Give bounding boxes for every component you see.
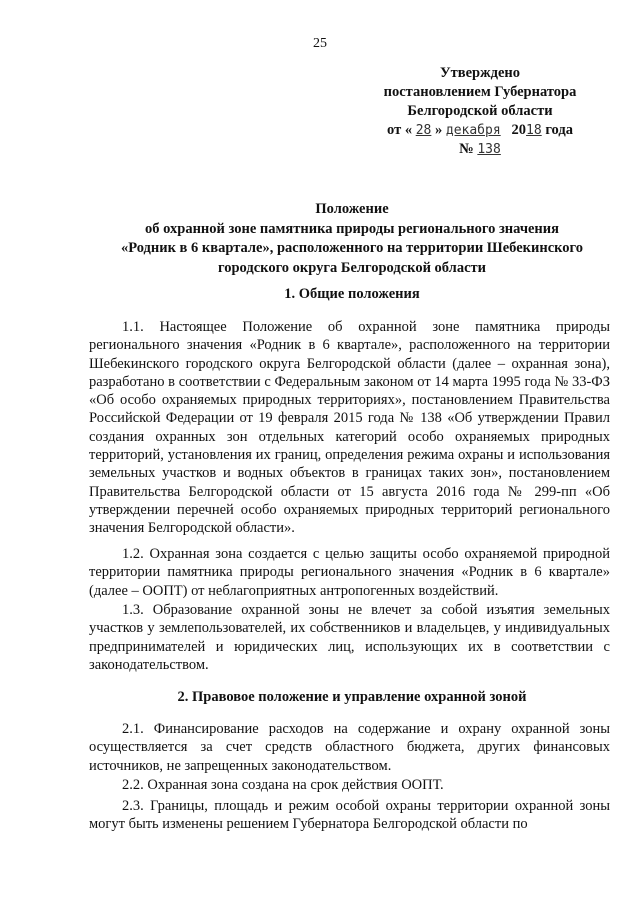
paragraph-1-3: 1.3. Образование охранной зоны не влечет за собой изъятия земельных участков у землепользователей, их собственников и владельцев, у индивидуальных предпринимателей и юридических лиц, использующих их в соответствии с законодательством. xyxy=(89,602,610,673)
page-number: 25 xyxy=(313,36,327,51)
section-2-heading: 2. Правовое положение и управление охранной зоной xyxy=(177,689,527,705)
date-mid: » xyxy=(435,122,443,138)
paragraph-2-3: 2.3. Границы, площадь и режим особой охраны территории охранной зоны могут быть изменены решением Губернатора Белгородской области по xyxy=(89,798,610,833)
paragraph-2-1: 2.1. Финансирование расходов на содержание и охрану охранной зоны осуществляется за счет средств областного бюджета, других финансовых источников, не запрещенных законодательством. xyxy=(89,721,610,774)
date-day: 28 xyxy=(415,123,432,138)
year-suffix: 18 xyxy=(526,123,542,138)
document-title xyxy=(70,200,634,278)
paragraph-1-2: 1.2. Охранная зона создается с целью защиты особо охраняемой природной территории памятника природы регионального значения «Родник в 6 квартале» (далее – ООПТ) от неблагоприятных антропогенных воздействий. xyxy=(89,546,610,599)
year-word: года xyxy=(545,122,573,138)
paragraph-1-1: 1.1. Настоящее Положение об охранной зоне памятника природы регионального значения «Родник в 6 квартале», расположенного на территории Шебекинского городского округа Белгородской области (далее – охранная зона), разработано в соответствии с Федеральным законом от 14 марта 1995 года № 33-ФЗ «Об особо охраняемых природных территориях», постановлением Правительства Российской Федерации от 19 февраля 2015 года № 138 «Об утверждении Правил создания охранных зон отдельных категорий особо охраняемых природных территорий, установления их границ, определения режима охраны и использования земельных участков и водных объектов в границах таких зон», постановлением Правительства Белгородской области от 15 августа 2016 года № 299-пп «Об утверждении перечней особо охраняемых природных территорий регионального значения Белгородской области». xyxy=(89,319,610,537)
approval-line: Белгородской области xyxy=(407,103,553,119)
date-month: декабря xyxy=(445,123,501,138)
approval-number xyxy=(360,140,600,159)
document-number: 138 xyxy=(477,142,501,157)
approval-date xyxy=(360,121,600,140)
year-prefix: 20 xyxy=(511,122,527,138)
paragraph-2-2: 2.2. Охранная зона создана на срок действия ООПТ. xyxy=(122,777,444,793)
title-line: Положение xyxy=(315,201,389,217)
approval-line: Утверждено xyxy=(440,65,520,81)
approval-line: постановлением Губернатора xyxy=(383,84,577,100)
title-line: городского округа Белгородской области xyxy=(218,259,486,276)
date-prefix: от « xyxy=(387,122,413,138)
number-prefix: № xyxy=(459,141,474,157)
title-line: об охранной зоне памятника природы регионального значения xyxy=(145,220,559,237)
section-1-heading: 1. Общие положения xyxy=(284,286,420,302)
approval-block xyxy=(360,64,600,159)
title-line: «Родник в 6 квартале», расположенного на территории Шебекинского xyxy=(120,240,584,256)
